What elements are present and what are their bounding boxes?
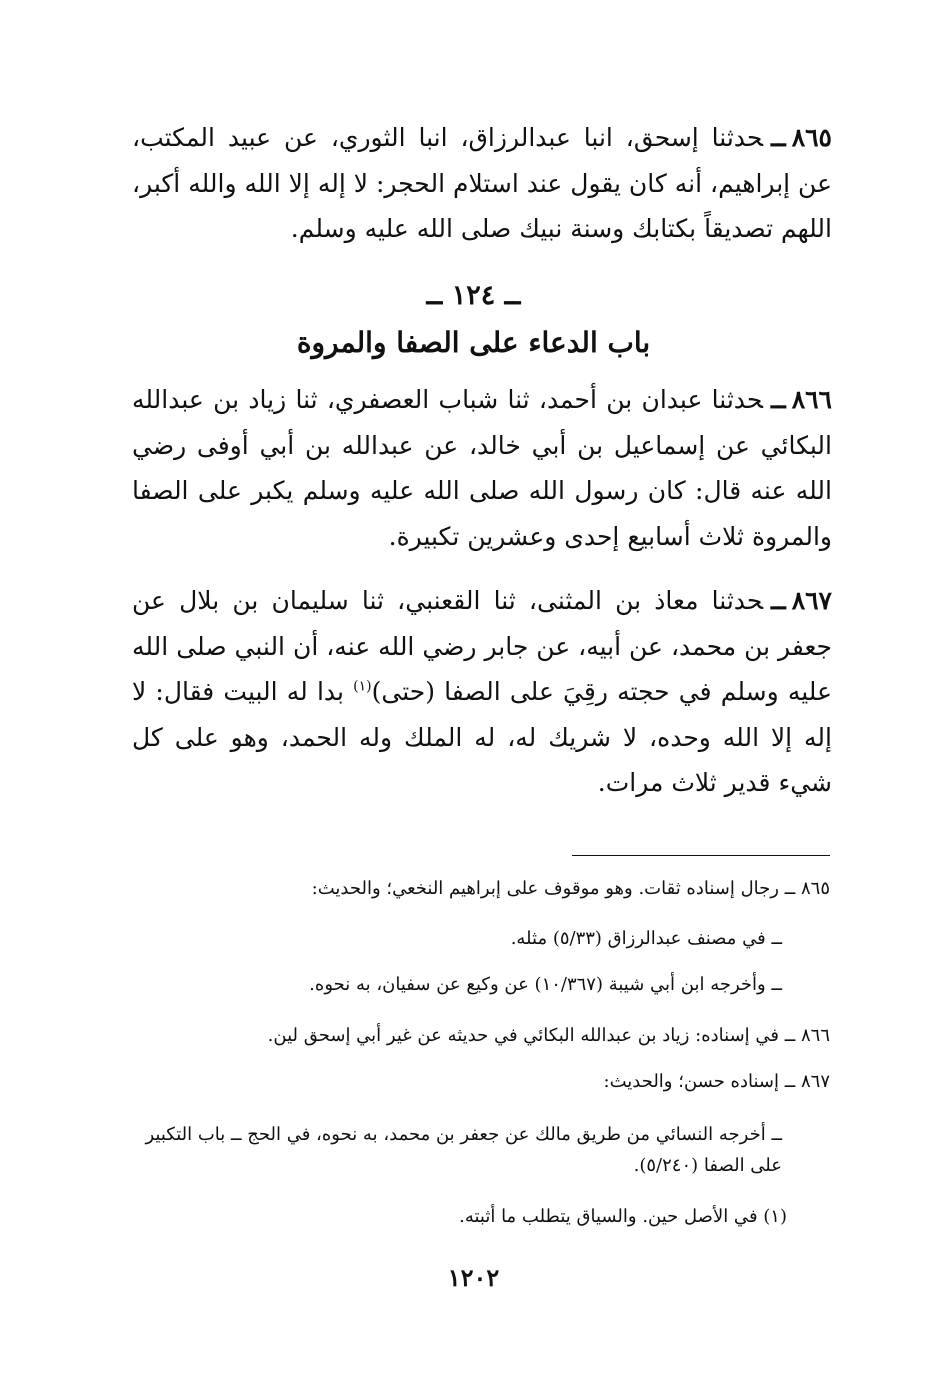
footnote-note-1: (١) في الأصل حين. والسياق يتطلب ما أثبته. xyxy=(459,1206,787,1227)
footnote-867-source-a xyxy=(132,1119,830,1181)
hadith-number: ٨٦٦ xyxy=(791,385,832,414)
hadith-number: ٨٦٥ xyxy=(791,123,832,152)
footnote-866: ٨٦٦ ــ في إسناده: زياد بن عبدالله البكائي في حديثه عن غير أبي إسحق لين. xyxy=(267,1025,830,1046)
hadith-867 xyxy=(132,578,832,806)
page-number: ١٢٠٢ xyxy=(447,1263,500,1292)
hadith-866 xyxy=(132,377,832,559)
hadith-text: حدثنا معاذ بن المثنى، ثنا القعنبي، ثنا سليمان بن بلال عن جعفر بن محمد، عن أبيه، عن جابر رضي الله عنه، أن النبي صلى الله عليه وسلم في حجته رقِيَ على الصفا (حتى) xyxy=(132,586,832,706)
footnote-865-source-b: ــ وأخرجه ابن أبي شيبة (١٠/٣٦٧) عن وكيع عن سفيان، به نحوه. xyxy=(309,974,782,995)
chapter-title: باب الدعاء على الصفا والمروة xyxy=(296,326,651,359)
hadith-text: حدثنا عبدان بن أحمد، ثنا شباب العصفري، ثنا زياد بن عبدالله البكائي عن إسماعيل بن أبي خالد، عن عبدالله بن أبي أوفى رضي الله عنه قال: كان رسول الله صلى الله عليه وسلم يكبر على الصفا والمروة ثلاث أسابيع إحدى وعشرين تكبيرة. xyxy=(132,385,832,551)
hadith-number: ٨٦٧ xyxy=(791,586,832,615)
footnote-865-source-a: ــ في مصنف عبدالرزاق (٥/٣٣) مثله. xyxy=(510,928,782,949)
footnote-867: ٨٦٧ ــ إسناده حسن؛ والحديث: xyxy=(603,1071,830,1092)
hadith-dash: ــ xyxy=(771,586,786,615)
hadith-865 xyxy=(132,115,832,252)
chapter-number: ــ ١٢٤ ــ xyxy=(426,280,521,311)
hadith-text-continued: بدا له البيت فقال: لا إله إلا الله وحده، لا شريك له، له الملك وله الحمد، وهو على كل شيء قدير ثلاث مرات. xyxy=(132,677,832,797)
hadith-dash: ــ xyxy=(771,385,786,414)
hadith-dash: ــ xyxy=(771,123,786,152)
footnote-865: ٨٦٥ ــ رجال إسناده ثقات. وهو موقوف على إبراهيم النخعي؛ والحديث: xyxy=(311,878,830,899)
footnote-marker: (١) xyxy=(353,678,372,695)
hadith-text: حدثنا إسحق، انبا عبدالرزاق، انبا الثوري، عن عبيد المكتب، عن إبراهيم، أنه كان يقول عند استلام الحجر: لا إله إلا الله والله أكبر، اللهم تصديقاً بكتابك وسنة نبيك صلى الله عليه وسلم. xyxy=(132,123,832,243)
footnote-divider xyxy=(572,855,830,856)
footnote-867-source-a-text: ــ أخرجه النسائي من طريق مالك عن جعفر بن محمد، به نحوه، في الحج ــ باب التكبير على الصفا (٥/٢٤٠). xyxy=(145,1124,782,1176)
